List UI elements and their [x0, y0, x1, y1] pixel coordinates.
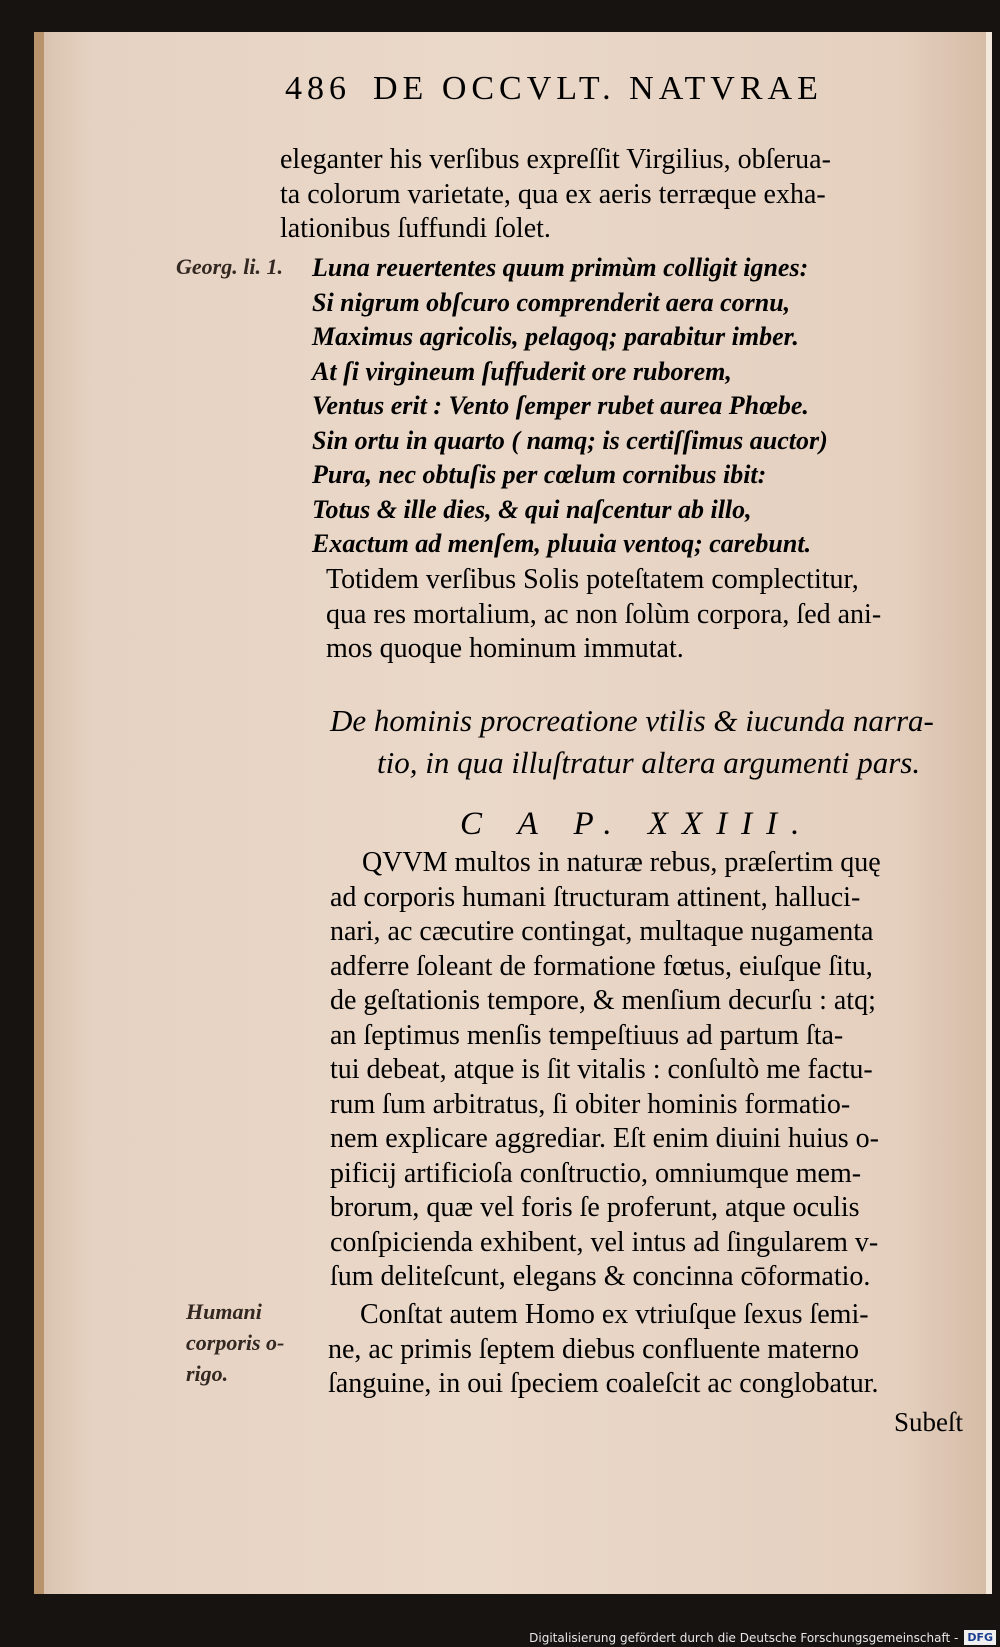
text-line: qua res mortalium, ac non ſolùm corpora, ſed ani-	[326, 598, 882, 630]
text-line: tui debeat, atque is ſit vitalis : conſultò me factu-	[330, 1054, 873, 1085]
paragraph-after-verse	[326, 563, 1000, 667]
dfg-logo[interactable]: DFG	[964, 1630, 996, 1645]
text-line: conſpicienda exhibent, vel intus ad ſingularem v-	[330, 1226, 879, 1258]
margin-note-georg: Georg. li. 1.	[176, 254, 283, 279]
text-line: brorum, quæ vel foris ſe proferunt, atque oculis	[330, 1192, 860, 1223]
text-line: eleganter his verſibus expreſſit Virgilius, obſerua-	[280, 144, 831, 175]
text-line: ſanguine, in oui ſpeciem coaleſcit ac conglobatur.	[328, 1368, 879, 1399]
verse-line: Totus & ille dies, & qui naſcentur ab illo,	[312, 494, 752, 524]
text-line: rum ſum arbitratus, ſi obiter hominis formatio-	[330, 1088, 851, 1120]
text-line: ne, ac primis ſeptem diebus confluente materno	[328, 1333, 860, 1365]
catchword: Subeſt	[894, 1407, 964, 1437]
verse-line: Exactum ad menſem, pluuia ventoq; carebunt.	[312, 529, 812, 558]
section-heading	[330, 700, 1000, 784]
verse-line: Ventus erit : Vento ſemper rubet aurea Phœbe.	[312, 391, 809, 420]
margin-line: rigo.	[186, 1361, 229, 1386]
heading-line: tio, in qua illuſtratur altera argumenti pars.	[377, 745, 921, 780]
margin-note-humani	[186, 1296, 284, 1389]
text-line: pificij artificioſa conſtructio, omniumque mem-	[330, 1157, 862, 1189]
paragraph-main	[330, 846, 1000, 1295]
text-line: QVVM multos in naturæ rebus, præſertim quę	[362, 847, 881, 878]
footer-credit	[0, 1628, 1000, 1647]
text-line: ta colorum varietate, qua ex aeris terræque exha-	[280, 178, 826, 210]
text-line: nari, ac cæcutire contingat, multaque nugamenta	[330, 916, 874, 947]
verse-block	[312, 251, 992, 562]
text-line: Totidem verſibus Solis poteſtatem complectitur,	[326, 564, 859, 595]
text-line: Conſtat autem Homo ex vtriuſque ſexus ſemi-	[360, 1299, 869, 1330]
paragraph-last	[328, 1298, 1000, 1402]
verse-line: Luna reuertentes quum primùm colligit ignes:	[312, 253, 809, 282]
margin-line: Humani	[186, 1299, 262, 1324]
page-header	[285, 70, 925, 108]
verse-line: Pura, nec obtuſis per cœlum cornibus ibit:	[312, 460, 767, 489]
text-line: lationibus ſuffundi ſolet.	[280, 213, 551, 244]
page-number: 486	[285, 70, 351, 107]
text-line: mos quoque hominum immutat.	[326, 633, 684, 664]
text-line: ſum deliteſcunt, elegans & concinna cōformatio.	[330, 1261, 871, 1292]
verse-line: Si nigrum obſcuro comprenderit aera cornu,	[312, 287, 791, 317]
verse-line: At ſi virgineum ſuffuderit ore ruborem,	[312, 356, 732, 386]
verse-line: Maximus agricolis, pelagoq; parabitur imber.	[312, 322, 799, 351]
running-title: DE OCCVLT. NATVRAE	[373, 70, 823, 107]
text-line: adferre ſoleant de formatione fœtus, eiuſque ſitu,	[330, 950, 873, 982]
text-line: ad corporis humani ſtructuram attinent, halluci-	[330, 881, 861, 913]
text-line: nem explicare aggrediar. Eſt enim diuini huius o-	[330, 1123, 879, 1154]
heading-line: De hominis procreatione vtilis & iucunda narra-	[330, 703, 934, 738]
verse-line: Sin ortu in quarto ( namq; is certiſſimus auctor)	[312, 425, 828, 455]
margin-line: corporis o-	[186, 1330, 285, 1355]
credit-text: Digitalisierung gefördert durch die Deutsche Forschungsgemeinschaft -	[529, 1630, 959, 1645]
text-line: de geſtationis tempore, & menſium decurſu : atq;	[330, 985, 876, 1016]
chapter-number: C A P. XXIII.	[460, 806, 814, 842]
paragraph-top	[280, 143, 960, 247]
text-line: an ſeptimus menſis tempeſtiuus ad partum ſta-	[330, 1019, 844, 1051]
